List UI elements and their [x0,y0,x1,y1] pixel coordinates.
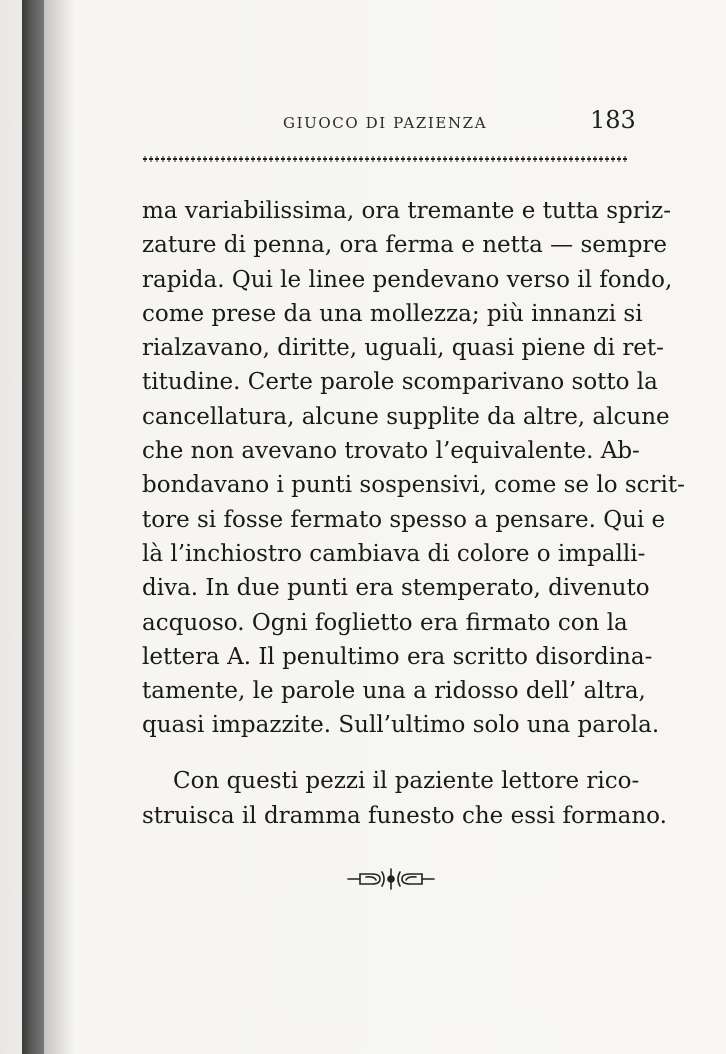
text-line: tore si fosse fermato spesso a pensare. Qui e [142,506,666,533]
text-line: là l’inchiostro cambiava di colore o impalli- [142,540,646,567]
running-head-title: GIUOCO DI PAZIENZA [283,114,488,132]
book-spine-shadow [22,0,44,1054]
text-line: lettera A. Il penultimo era scritto disordina- [142,643,653,670]
fleuron-ornament-icon [346,866,436,892]
text-line: che non avevano trovato l’equivalente. Ab- [142,438,640,465]
text-line: cancellatura, alcune supplite da altre, alcune [142,403,670,430]
text-line: titudine. Certe parole scomparivano sotto la [142,369,658,396]
text-line: quasi impazzite. Sull’ultimo solo una parola. [142,712,660,739]
text-line: ma variabilissima, ora tremante e tutta spriz- [142,198,671,224]
page-number: 183 [590,106,636,134]
paragraph-1 [142,194,685,743]
text-line: rapida. Qui le linee pendevano verso il fondo, [142,266,673,293]
text-line: zature di penna, ora ferma e netta — sempre [142,232,668,259]
gutter-shadow [44,0,74,1054]
text-line: come prese da una mollezza; più innanzi si [142,300,643,327]
paragraph-2 [142,764,667,833]
text-line: struisca il dramma funesto che essi formano. [142,802,667,829]
text-line: tamente, le parole una a ridosso dell’ altra, [142,678,646,705]
text-line: acquoso. Ogni foglietto era firmato con la [142,609,628,636]
text-line: diva. In due punti era stemperato, divenuto [142,575,650,602]
text-line: bondavano i punti sospensivi, come se lo scrit- [142,472,685,499]
ornamental-header-rule [142,154,627,164]
text-line: rialzavano, diritte, uguali, quasi piene di ret- [142,335,664,362]
text-line: Con questi pezzi il paziente lettore rico- [173,768,640,794]
